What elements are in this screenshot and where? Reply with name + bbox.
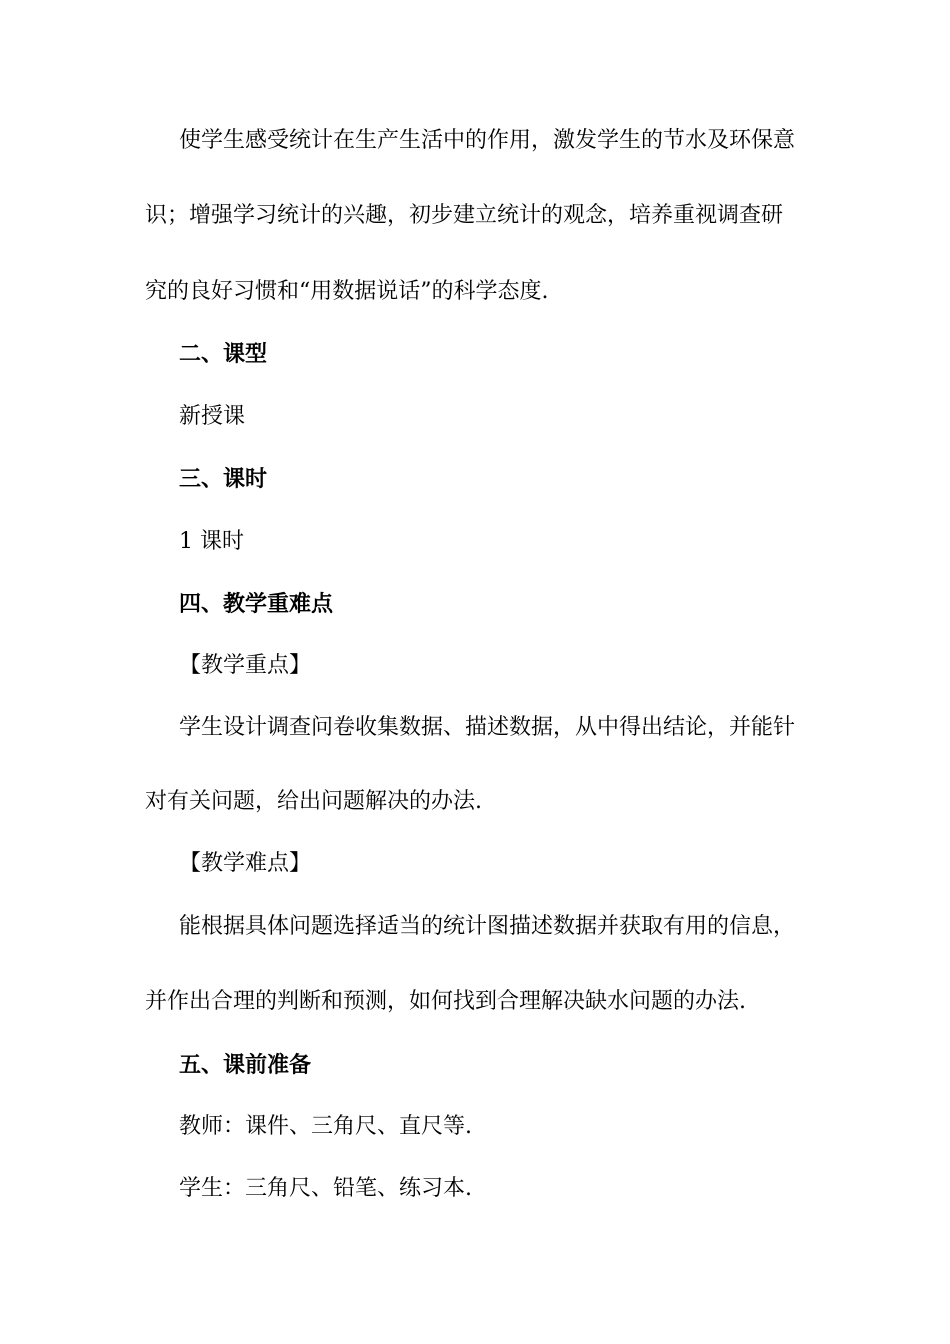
key-points-line-1: 学生设计调查问卷收集数据、描述数据，从中得出结论，并能针 — [179, 715, 796, 740]
student-preparation: 学生：三角尺、铅笔、练习本. — [179, 1176, 472, 1201]
section-heading-class-hours: 三、课时 — [179, 466, 268, 492]
difficult-points-line-2: 并作出合理的判断和预测，如何找到合理解决缺水问题的办法. — [145, 989, 746, 1014]
key-points-line-2: 对有关问题，给出问题解决的办法. — [145, 789, 482, 814]
section-heading-key-difficult-points: 四、教学重难点 — [179, 591, 334, 617]
section-heading-preparation: 五、课前准备 — [179, 1052, 312, 1078]
difficult-points-line-1: 能根据具体问题选择适当的统计图描述数据并获取有用的信息， — [179, 914, 796, 939]
key-points-label: 【教学重点】 — [179, 653, 312, 678]
class-hours-value: 1 课时 — [179, 529, 244, 554]
objective-paragraph-line-3: 究的良好习惯和“用数据说话”的科学态度. — [145, 279, 549, 304]
difficult-points-label: 【教学难点】 — [179, 851, 312, 876]
teacher-preparation: 教师：课件、三角尺、直尺等. — [179, 1114, 472, 1139]
objective-paragraph-line-1: 使学生感受统计在生产生活中的作用，激发学生的节水及环保意 — [179, 128, 796, 153]
section-heading-lesson-type: 二、课型 — [179, 341, 268, 367]
objective-paragraph-line-2: 识；增强学习统计的兴趣，初步建立统计的观念，培养重视调查研 — [145, 203, 784, 228]
lesson-type-value: 新授课 — [179, 404, 246, 429]
